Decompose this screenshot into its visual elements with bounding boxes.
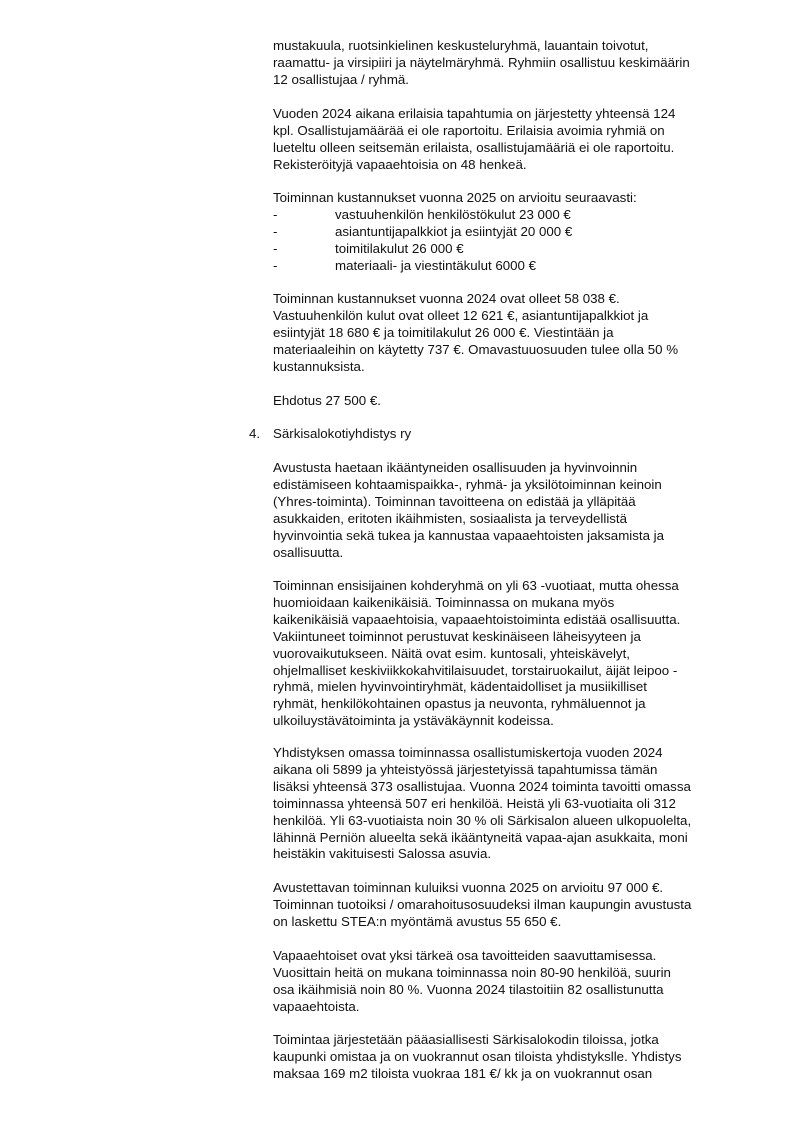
text-line: vuorovaikutukseen. Näitä ovat esim. kuntosali, yhteiskävelyt, bbox=[273, 645, 630, 661]
text-line: huomioidaan kaikenikäisiä. Toiminnassa on mukana myös bbox=[273, 594, 615, 610]
text-line: ulkoiluystävätoiminta ja ystäväkäynnit kodeissa. bbox=[273, 713, 554, 729]
proposal-text: Ehdotus 27 500 €. bbox=[273, 393, 381, 408]
list-item bbox=[273, 241, 743, 258]
text-line: Vastuuhenkilön kulut ovat olleet 12 621 €, asiantuntijapalkkiot ja bbox=[273, 307, 649, 323]
text-line: lähinnä Perniön alueelta sekä ikääntyneitä vapaa-ajan asukkaita, moni bbox=[273, 829, 688, 845]
text-line: asukkaiden, eritoten ikäihmisten, sosiaalista ja terveydellistä bbox=[273, 510, 628, 526]
text-line: Toiminnan tuotoiksi / omarahoitusosuudeksi ilman kaupungin avustusta bbox=[273, 896, 692, 912]
list-item-text: vastuuhenkilön henkilöstökulut 23 000 € bbox=[335, 206, 571, 222]
text-line: Toimintaa järjestetään pääasiallisesti Särkisalokodin tiloissa, jotka bbox=[273, 1032, 659, 1047]
paragraph-volunteers bbox=[273, 948, 743, 1016]
dash-marker: - bbox=[273, 257, 278, 273]
paragraph-costs-2024 bbox=[273, 291, 743, 376]
text-line: vapaaehtoista. bbox=[273, 998, 360, 1014]
text-line: Avustettavan toiminnan kuluiksi vuonna 2025 on arvioitu 97 000 €. bbox=[273, 880, 664, 895]
text-line: on laskettu STEA:n myöntämä avustus 55 650 €. bbox=[273, 913, 562, 929]
list-item-text: toimitilakulut 26 000 € bbox=[335, 240, 464, 256]
list-item bbox=[273, 224, 743, 241]
paragraph-groups-list bbox=[273, 38, 743, 89]
text-line: lisäksi yhteensä 373 osallistujaa. Vuonna 2024 toiminta tavoitti omassa bbox=[273, 778, 691, 794]
text-line: esiintyjät 18 680 € ja toimitilakulut 26 000 €. Viestintään ja bbox=[273, 324, 614, 340]
paragraph-proposal bbox=[273, 393, 743, 410]
paragraph-participation bbox=[273, 745, 743, 863]
text-line: Vakiintuneet toiminnot perustuvat keskinäiseen läheisyyteen ja bbox=[273, 628, 641, 644]
text-line: kustannuksista. bbox=[273, 358, 365, 374]
section-number: 4. bbox=[249, 426, 261, 441]
text-line: mustakuula, ruotsinkielinen keskusteluryhmä, lauantain toivotut, bbox=[273, 38, 649, 53]
paragraph-premises bbox=[273, 1032, 743, 1083]
text-line: toiminnassa yhteensä 507 eri henkilöä. Heistä yli 63-vuotiaita oli 312 bbox=[273, 795, 676, 811]
text-line: (Yhres-toiminta). Toiminnan tavoitteena on edistää ja ylläpitää bbox=[273, 493, 636, 509]
text-line: hyvinvointia sekä tukea ja kannustaa vapaaehtoisten jaksamista ja bbox=[273, 527, 665, 543]
text-line: Vuosittain heitä on mukana toiminnassa noin 80-90 henkilöä, suurin bbox=[273, 964, 671, 980]
text-line: maksaa 169 m2 tiloista vuokraa 181 €/ kk ja on vuokrannut osan bbox=[273, 1065, 653, 1081]
text-line: osa ikäihmisiä noin 80 %. Vuonna 2024 tilastoitiin 82 osallistunutta bbox=[273, 981, 664, 997]
list-item-text: materiaali- ja viestintäkulut 6000 € bbox=[335, 257, 537, 273]
text-line: kpl. Osallistujamäärää ei ole raportoitu. Erilaisia avoimia ryhmiä on bbox=[273, 122, 665, 138]
dash-marker: - bbox=[273, 240, 278, 256]
paragraph-purpose bbox=[273, 460, 743, 561]
text-line: lueteltu olleen seitsemän erilaista, osallistujamääriä ei ole raportoitu. bbox=[273, 139, 675, 155]
text-line: osallisuutta. bbox=[273, 544, 344, 560]
text-line: 12 osallistujaa / ryhmä. bbox=[273, 71, 409, 87]
text-line: materiaaleihin on käytetty 737 €. Omavastuuosuuden tulee olla 50 % bbox=[273, 341, 679, 357]
list-item-text: asiantuntijapalkkiot ja esiintyjät 20 000 € bbox=[335, 223, 573, 239]
text-line: kaikenikäisiä vapaaehtoisia, vapaaehtoistoiminta edistää osallisuutta. bbox=[273, 611, 681, 627]
text-line: Rekisteröityjä vapaaehtoisia on 48 henkeä. bbox=[273, 156, 527, 172]
paragraph-events bbox=[273, 106, 743, 174]
section-title: Särkisalokotiyhdistys ry bbox=[273, 426, 412, 441]
text-line: Vuoden 2024 aikana erilaisia tapahtumia on järjestetty yhteensä 124 bbox=[273, 106, 676, 121]
text-line: Avustusta haetaan ikääntyneiden osallisuuden ja hyvinvoinnin bbox=[273, 460, 638, 475]
text-line: Yhdistyksen omassa toiminnassa osallistumiskertoja vuoden 2024 bbox=[273, 745, 663, 760]
text-line: aikana oli 5899 ja yhteistyössä järjestetyissä tapahtumissa tämän bbox=[273, 761, 658, 777]
text-line: henkilöä. Yli 63-vuotiaista noin 30 % oli Särkisalon alueen ulkopuolelta, bbox=[273, 812, 692, 828]
list-item bbox=[273, 258, 743, 275]
paragraph-budget bbox=[273, 880, 743, 931]
text-line: edistämiseen kohtaamispaikka-, ryhmä- ja yksilötoiminnan keinoin bbox=[273, 476, 662, 492]
text-line: Toiminnan kustannukset vuonna 2024 ovat olleet 58 038 €. bbox=[273, 291, 620, 306]
text-line: Toiminnan kustannukset vuonna 2025 on arvioitu seuraavasti: bbox=[273, 190, 637, 205]
text-line: Toiminnan ensisijainen kohderyhmä on yli 63 -vuotiaat, mutta ohessa bbox=[273, 578, 679, 593]
list-item bbox=[273, 207, 743, 224]
dash-marker: - bbox=[273, 223, 278, 239]
section-heading bbox=[249, 426, 411, 443]
paragraph-costs-2025 bbox=[273, 190, 743, 274]
text-line: raamattu- ja virsipiiri ja näytelmäryhmä. Ryhmiin osallistuu keskimäärin bbox=[273, 54, 690, 70]
text-line: ryhmä, mielen hyvinvointiryhmät, kädentaidolliset ja musiikilliset bbox=[273, 679, 647, 695]
dash-marker: - bbox=[273, 206, 278, 222]
text-line: ryhmät, henkilökohtainen opastus ja neuvonta, ryhmäluennot ja bbox=[273, 696, 646, 712]
text-line: ohjelmalliset keskiviikkokahvitilaisuudet, torstairuokailut, äijät leipoo - bbox=[273, 662, 678, 678]
text-line: heistäkin vakituisesti Salossa asuvia. bbox=[273, 846, 492, 862]
text-line: kaupunki omistaa ja on vuokrannut osan tiloista yhdistykslle. Yhdistys bbox=[273, 1048, 682, 1064]
paragraph-target-group bbox=[273, 578, 743, 730]
text-line: Vapaaehtoiset ovat yksi tärkeä osa tavoitteiden saavuttamisessa. bbox=[273, 948, 657, 963]
